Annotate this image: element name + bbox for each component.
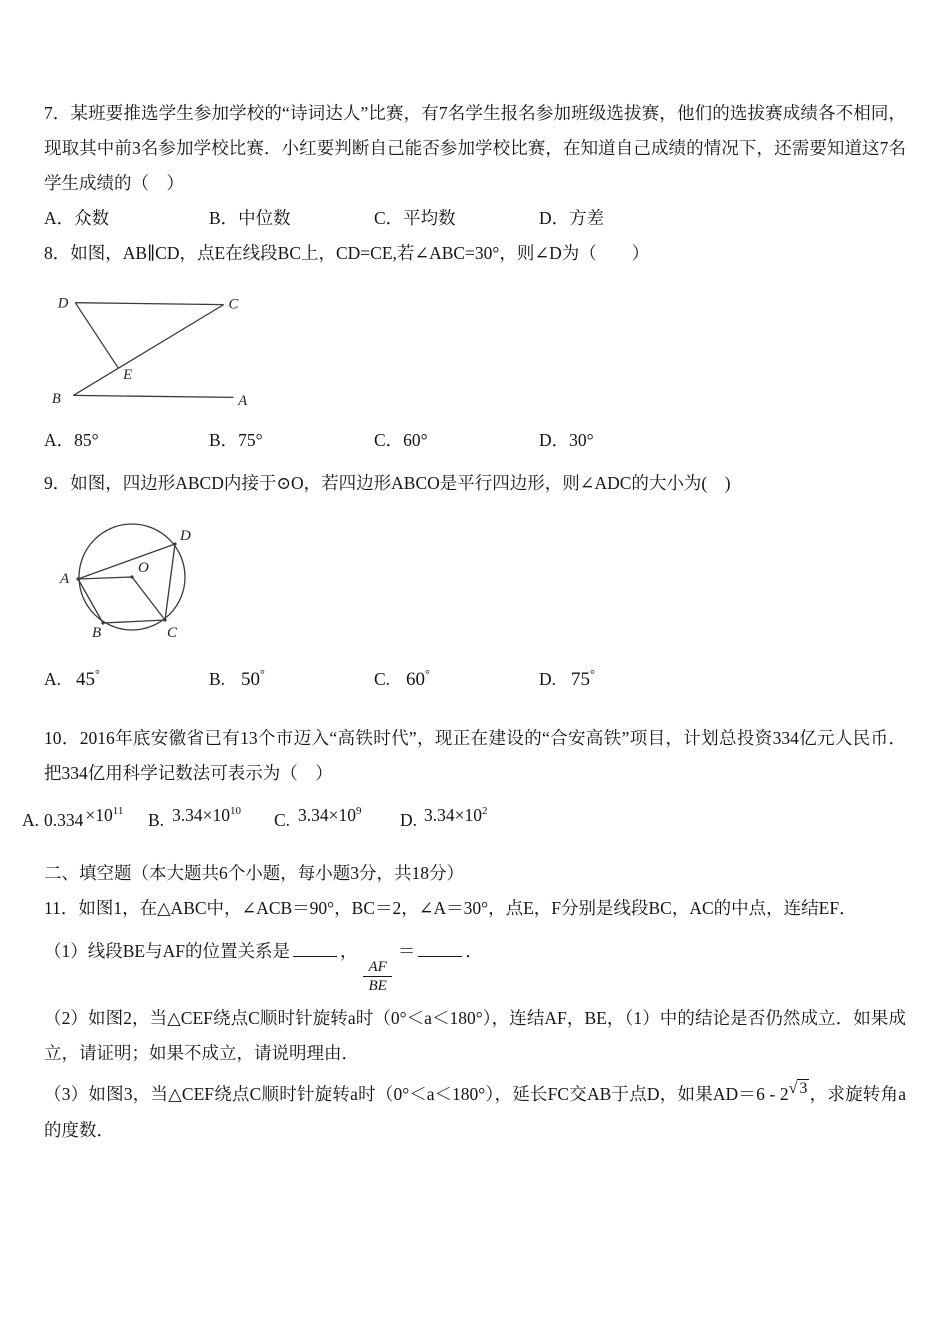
vertex-label-e: E [123,366,133,383]
fraction-denominator: BE [368,977,387,994]
answer-blank-1 [293,939,337,957]
mantissa: 3.34×10 [424,804,482,825]
question-11-part2: （2）如图2，当△CEF绕点C顺时针旋转a时（0°＜a＜180°），连结AF，BE，（1）中的结论是否仍然成立．如果成立，请证明；如果不成立，请说明理由． [44,1007,906,1063]
question-7-option-d: D．方差 [539,208,605,228]
point-a [76,577,79,580]
part1-comma: ， [339,940,358,961]
vertex-label-b: B [51,391,61,408]
option-label: A. [44,668,62,689]
part3-text-before: （3）如图3，当△CEF绕点C顺时针旋转a时（0°＜a＜180°），延长FC交AB于点D，如果AD＝6 - 2 [44,1083,789,1104]
option-label: B. [209,668,226,689]
point-o [130,575,133,578]
question-7-option-b: B．中位数 [209,208,291,228]
radicand: 3 [799,1079,808,1097]
exponent: 9 [356,804,362,817]
figure-line-ba [78,579,103,623]
option-label: C. [374,668,391,689]
degree-sign: ° [95,667,100,681]
question-7-option-a: A．众数 [44,208,110,228]
vertex-label-c: C [228,296,239,313]
option-label: D. [400,809,418,830]
fraction-numerator: AF [363,958,391,977]
question-9-text: 9．如图，四边形ABCD内接于⊙O，若四边形ABCO是平行四边形，则∠ADC的大小为( ) [44,473,731,493]
fraction-af-over-be [363,958,391,995]
section-2-header: 二、填空题（本大题共6个小题，每小题3分，共18分） [44,862,464,883]
figure-line-dc [75,303,223,305]
point-d [173,542,176,545]
question-9-option-b [209,657,374,697]
question-11-part1 [44,928,906,995]
question-9-option-d [539,657,595,697]
radical-sign: √ [788,1079,798,1097]
question-10-option-c [274,799,400,838]
question-7-option-c: C．平均数 [374,208,456,228]
part1-period: ． [465,940,483,961]
option-label: A. [22,809,40,830]
question-11-text: 11．如图1，在△ABC中，∠ACB＝90°，BC＝2，∠A＝30°，点E，F分别是线段BC，AC的中点，连结EF． [44,897,857,918]
question-9-option-a [44,657,209,697]
scientific-notation [85,805,123,825]
question-8-option-c: C．60° [374,430,428,450]
scientific-notation [424,805,488,825]
figure-line-ao [78,577,132,579]
question-8-option-a: A．85° [44,430,99,450]
answer-blank-2 [418,939,462,957]
scientific-notation [298,805,362,825]
question-8-options [44,423,906,458]
option-label: B. [148,809,165,830]
question-11-part3 [44,1077,906,1148]
degree-sign: ° [260,667,265,681]
question-8-option-b: B．75° [209,430,263,450]
scientific-notation [172,805,241,825]
option-value: 45 [76,668,95,690]
figure-line-oc [132,577,165,620]
figure-line-dc [165,544,175,620]
question-10-option-d [400,799,488,838]
question-10-options [22,799,906,838]
option-value: 75 [571,668,590,690]
exponent: 10 [230,804,241,817]
figure-line-ba [73,395,233,397]
option-label: D. [539,668,557,689]
exponent: 11 [112,804,124,817]
figure-line-cb [103,620,165,623]
degree-sign: ° [590,667,595,681]
question-7-text: 7．某班要推选学生参加学校的“诗词达人”比赛，有7名学生报名参加班级选拔赛，他们的选拔赛成绩各不相同，现取其中前3名参加学校比赛．小红要判断自己能否参加学校比赛，在知道自己成绩的情况下，还需要知道这7名学生成绩的（ ） [44,103,906,193]
mantissa: 3.34×10 [172,804,230,825]
option-label: C. [274,809,291,830]
point-c [163,618,166,621]
option-value: 50 [241,668,260,690]
part3-text-after: ，求旋转角a的度数． [44,1083,906,1140]
part1-equals: ＝ [397,940,416,961]
question-9-options [44,657,906,697]
part1-text-before: （1）线段BE与AF的位置关系是 [44,940,290,961]
question-10-text: 10．2016年底安徽省已有13个市迈入“高铁时代”，现正在建设的“合安高铁”项目，计划总投资334亿元人民币．把334亿用科学记数法可表示为（ ） [44,727,906,783]
mantissa: ×10 [85,804,113,825]
mantissa: 3.34×10 [298,804,356,825]
question-10-option-a [22,799,148,838]
question-9-option-c [374,657,539,697]
vertex-label-b: B [92,625,102,641]
exponent: 2 [482,804,488,817]
question-10-option-b [148,799,274,838]
option-value: 60 [406,668,425,690]
question-8-text: 8．如图，AB∥CD，点E在线段BC上，CD=CE,若∠ABC=30°，则∠D为（ ） [44,243,650,263]
figure-line-ad [78,544,175,579]
point-b [101,621,104,624]
vertex-label-a: A [60,571,70,587]
sqrt-expression [789,1080,810,1097]
vertex-label-a: A [238,393,248,410]
question-8-option-d: D．30° [539,430,594,450]
center-label-o: O [138,560,149,576]
vertex-label-d: D [57,295,69,312]
vertex-label-c: C [167,625,178,641]
question-8-figure [46,285,251,417]
option-prefix: 0.334 [44,809,84,830]
vertex-label-d: D [180,528,191,544]
question-9-figure [54,517,224,643]
figure-line-de [75,303,118,368]
figure-line-cb [73,305,223,396]
question-7-options [44,201,906,236]
degree-sign: ° [425,667,430,681]
